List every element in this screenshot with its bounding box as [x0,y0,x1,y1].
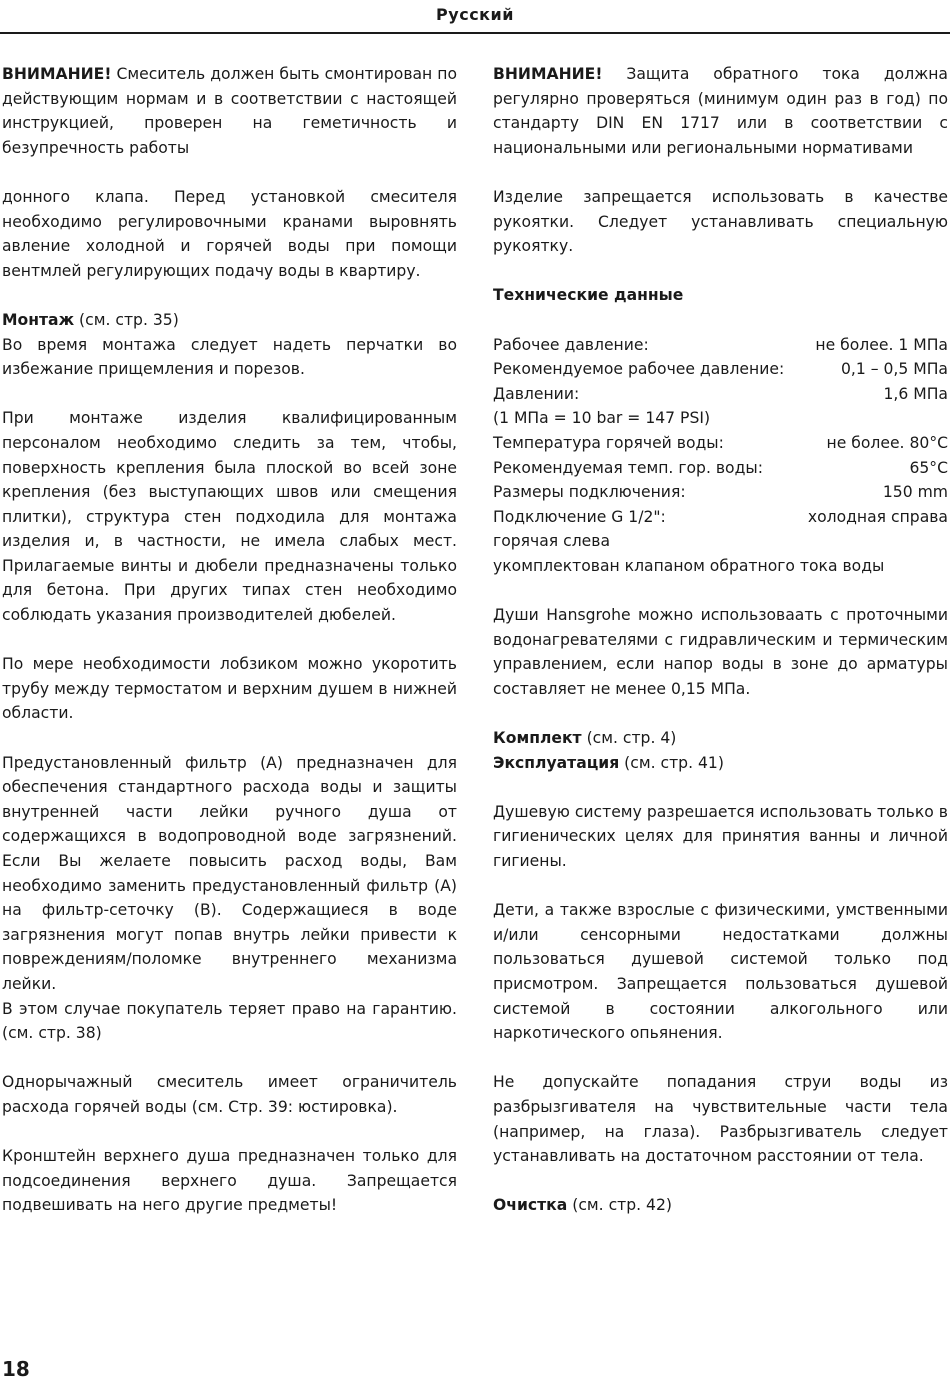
tech-data-heading: Технические данные [493,286,684,305]
paragraph-pressure: донного клапа. Перед установкой смесителя необходимо регулировочными кранами выровнять авление холодной и горячей воды при помощи вентмлей регулирующих подачу воды в квартиру. [2,187,457,280]
warning-paragraph-right [493,62,948,160]
spec-row [493,456,948,481]
spec-label: Подключение G 1/2": [493,507,666,526]
montage-heading [2,308,457,333]
warning-paragraph [2,62,457,160]
header-rule [0,32,950,34]
paragraph-pipe: По мере необходимости лобзиком можно укоротить трубу между термостатом и верхним душем в нижней области. [2,655,457,723]
spec-value: не более. 1 МПа [815,335,948,354]
operation-label: Эксплуатация [493,753,620,772]
paragraph-gloves: Во время монтажа следует надеть перчатки во избежание прищемления и порезов. [2,335,457,379]
spec-row [493,431,948,456]
spec-hot-side: горячая слева [493,532,610,551]
paragraph-supervision: Дети, а также взрослые с физическими, умственными и/или сенсорными недостатками должны пользоваться душевой системой только под присмотром. Запрещается пользоваться душевой системой в состоянии алкогольного или наркотического опьянения. [493,901,948,1043]
paragraph-spray: Не допускайте попадания струи воды из разбрызгивателя на чувствительные части тела (например, на глаза). Разбрызгиватель следует устанавливать на достаточном расстоянии от тела. [493,1073,948,1166]
spec-label: Рекомендуемая темп. гор. воды: [493,458,763,477]
paragraph-mounting: При монтаже изделия квалифицированным персоналом необходимо следить за тем, чтобы, поверхность крепления была плоской во всей зоне крепления (без выступающих швов или смещения плитки), структура стен подходила для монтажа изделия и, в частности, не имела слабых мест. Прилагаемые винты и дюбели предназначены только для бетона. При других типах стен необходимо соблюдать указания производителей дюбелей. [2,409,457,625]
warning-text: Смеситель должен быть смонтирован по действующим нормам и в соответствии с настоящей инструкцией, проверен на геметичность и безупречность работы [2,65,457,157]
spec-row [493,333,948,358]
spec-value: 1,6 МПа [883,384,948,403]
cleaning-ref: (см. стр. 42) [567,1196,672,1215]
spec-label: (1 МПа = 10 bar = 147 PSI) [493,409,711,428]
spec-check-valve: укомплектован клапаном обратного тока воды [493,556,885,575]
paragraph-limiter: Однорычажный смеситель имеет ограничитель расхода горячей воды (см. Стр. 39: юстировка). [2,1073,457,1116]
cleaning-label: Очистка [493,1196,568,1215]
cleaning-heading [493,1193,948,1218]
spec-value: холодная справа [807,507,948,526]
spec-label: Давлении: [493,384,580,403]
spec-row [493,505,948,530]
kit-label: Комплект [493,729,582,748]
spec-value: 150 mm [882,483,948,502]
spec-value: не более. 80°C [826,433,948,452]
spec-label: Рабочее давление: [493,335,649,354]
montage-label: Монтаж [2,310,75,329]
paragraph-hygiene: Душевую систему разрешается использовать только в гигиенических целях для принятия ванны и личной гигиены. [493,802,948,870]
kit-heading [493,726,948,751]
spec-value: 0,1 – 0,5 МПа [840,360,948,379]
spec-label: Размеры подключения: [493,483,686,502]
page-number: 18 [2,1357,30,1381]
spec-row [493,406,948,431]
operation-heading [493,751,948,776]
spec-label: Температура горячей воды: [493,433,724,452]
spec-label: Рекомендуемое рабочее давление: [493,360,785,379]
spec-value: 65°C [909,458,948,477]
paragraph-bracket: Кронштейн верхнего душа предназначен только для подсоединения верхнего душа. Запрещается подвешивать на него другие предметы! [2,1147,457,1215]
spec-row [493,382,948,407]
kit-ref: (см. стр. 4) [581,729,677,748]
paragraph-handle: Изделие запрещается использовать в качестве рукоятки. Следует устанавливать специальную рукоятку. [493,187,948,256]
spec-row [493,357,948,382]
page-header [0,0,950,33]
paragraph-water-heaters: Души Hansgrohe можно использоваать с проточными водонагревателями с гидравлическим и термическим управлением, если напор воды в зоне до арматуры составляет не менее 0,15 МПа. [493,606,948,698]
warning-label-right: ВНИМАНИЕ! [493,65,603,83]
spec-table [493,333,948,579]
warning-label: ВНИМАНИЕ! [2,65,112,83]
right-column [493,62,948,1218]
left-column [2,62,457,1243]
language-title: Русский [436,5,514,24]
montage-ref: (см. стр. 35) [74,310,179,329]
paragraph-filter: Предустановленный фильтр (A) предназначен для обеспечения стандартного расхода воды и защиты внутренней части лейки ручного душа от содержащихся в водопроводной воде загрязнений. Если Вы желаете повысить расход воды, Вам необходимо заменить предустановленный фильтр (A) на фильтр-сеточку (B). Содержащиеся в воде загрязнения могут попав внутрь лейки привести к повреждениям/поломке внутреннего механизма лейки. [2,753,457,993]
paragraph-warranty: В этом случае покупатель теряет право на гарантию. (см. стр. 38) [2,999,457,1043]
spec-row [493,480,948,505]
operation-ref: (см. стр. 41) [619,753,724,772]
warning-text-right: Защита обратного тока должна регулярно проверяться (минимум один раз в год) по стандарту DIN EN 1717 или в соответствии с национальными или региональными нормативами [493,65,948,157]
